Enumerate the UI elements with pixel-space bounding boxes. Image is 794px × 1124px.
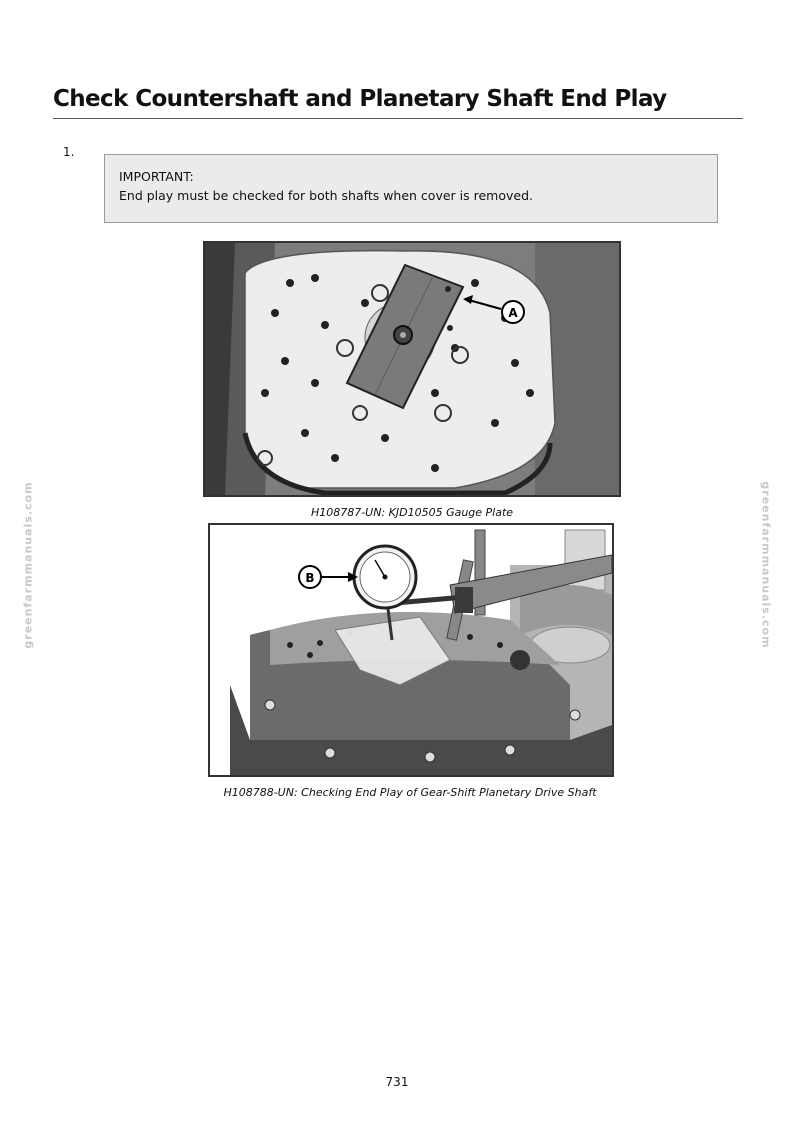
- callout-a: A: [508, 306, 518, 320]
- caption-figure-1: H108787-UN: KJD10505 Gauge Plate: [310, 506, 514, 519]
- callout-b: B: [305, 571, 315, 585]
- figure-dial-indicator: [208, 523, 614, 777]
- dial-indicator-illustration: [210, 525, 612, 775]
- step-number: 1.: [63, 145, 75, 159]
- important-heading: IMPORTANT:: [119, 169, 194, 184]
- watermark-right: greenfarmmanuals.com: [759, 481, 773, 649]
- important-text: End play must be checked for both shafts when cover is removed.: [119, 188, 533, 203]
- watermark-left: greenfarmmanuals.com: [21, 481, 35, 649]
- page-number: 731: [385, 1075, 409, 1089]
- page-title: Check Countershaft and Planetary Shaft End Play: [53, 86, 743, 119]
- figure-gauge-plate: [203, 241, 621, 497]
- gauge-plate-illustration: [205, 243, 619, 495]
- caption-figure-2: H108788-UN: Checking End Play of Gear-Shift Planetary Drive Shaft: [223, 786, 597, 799]
- important-note: [104, 154, 718, 223]
